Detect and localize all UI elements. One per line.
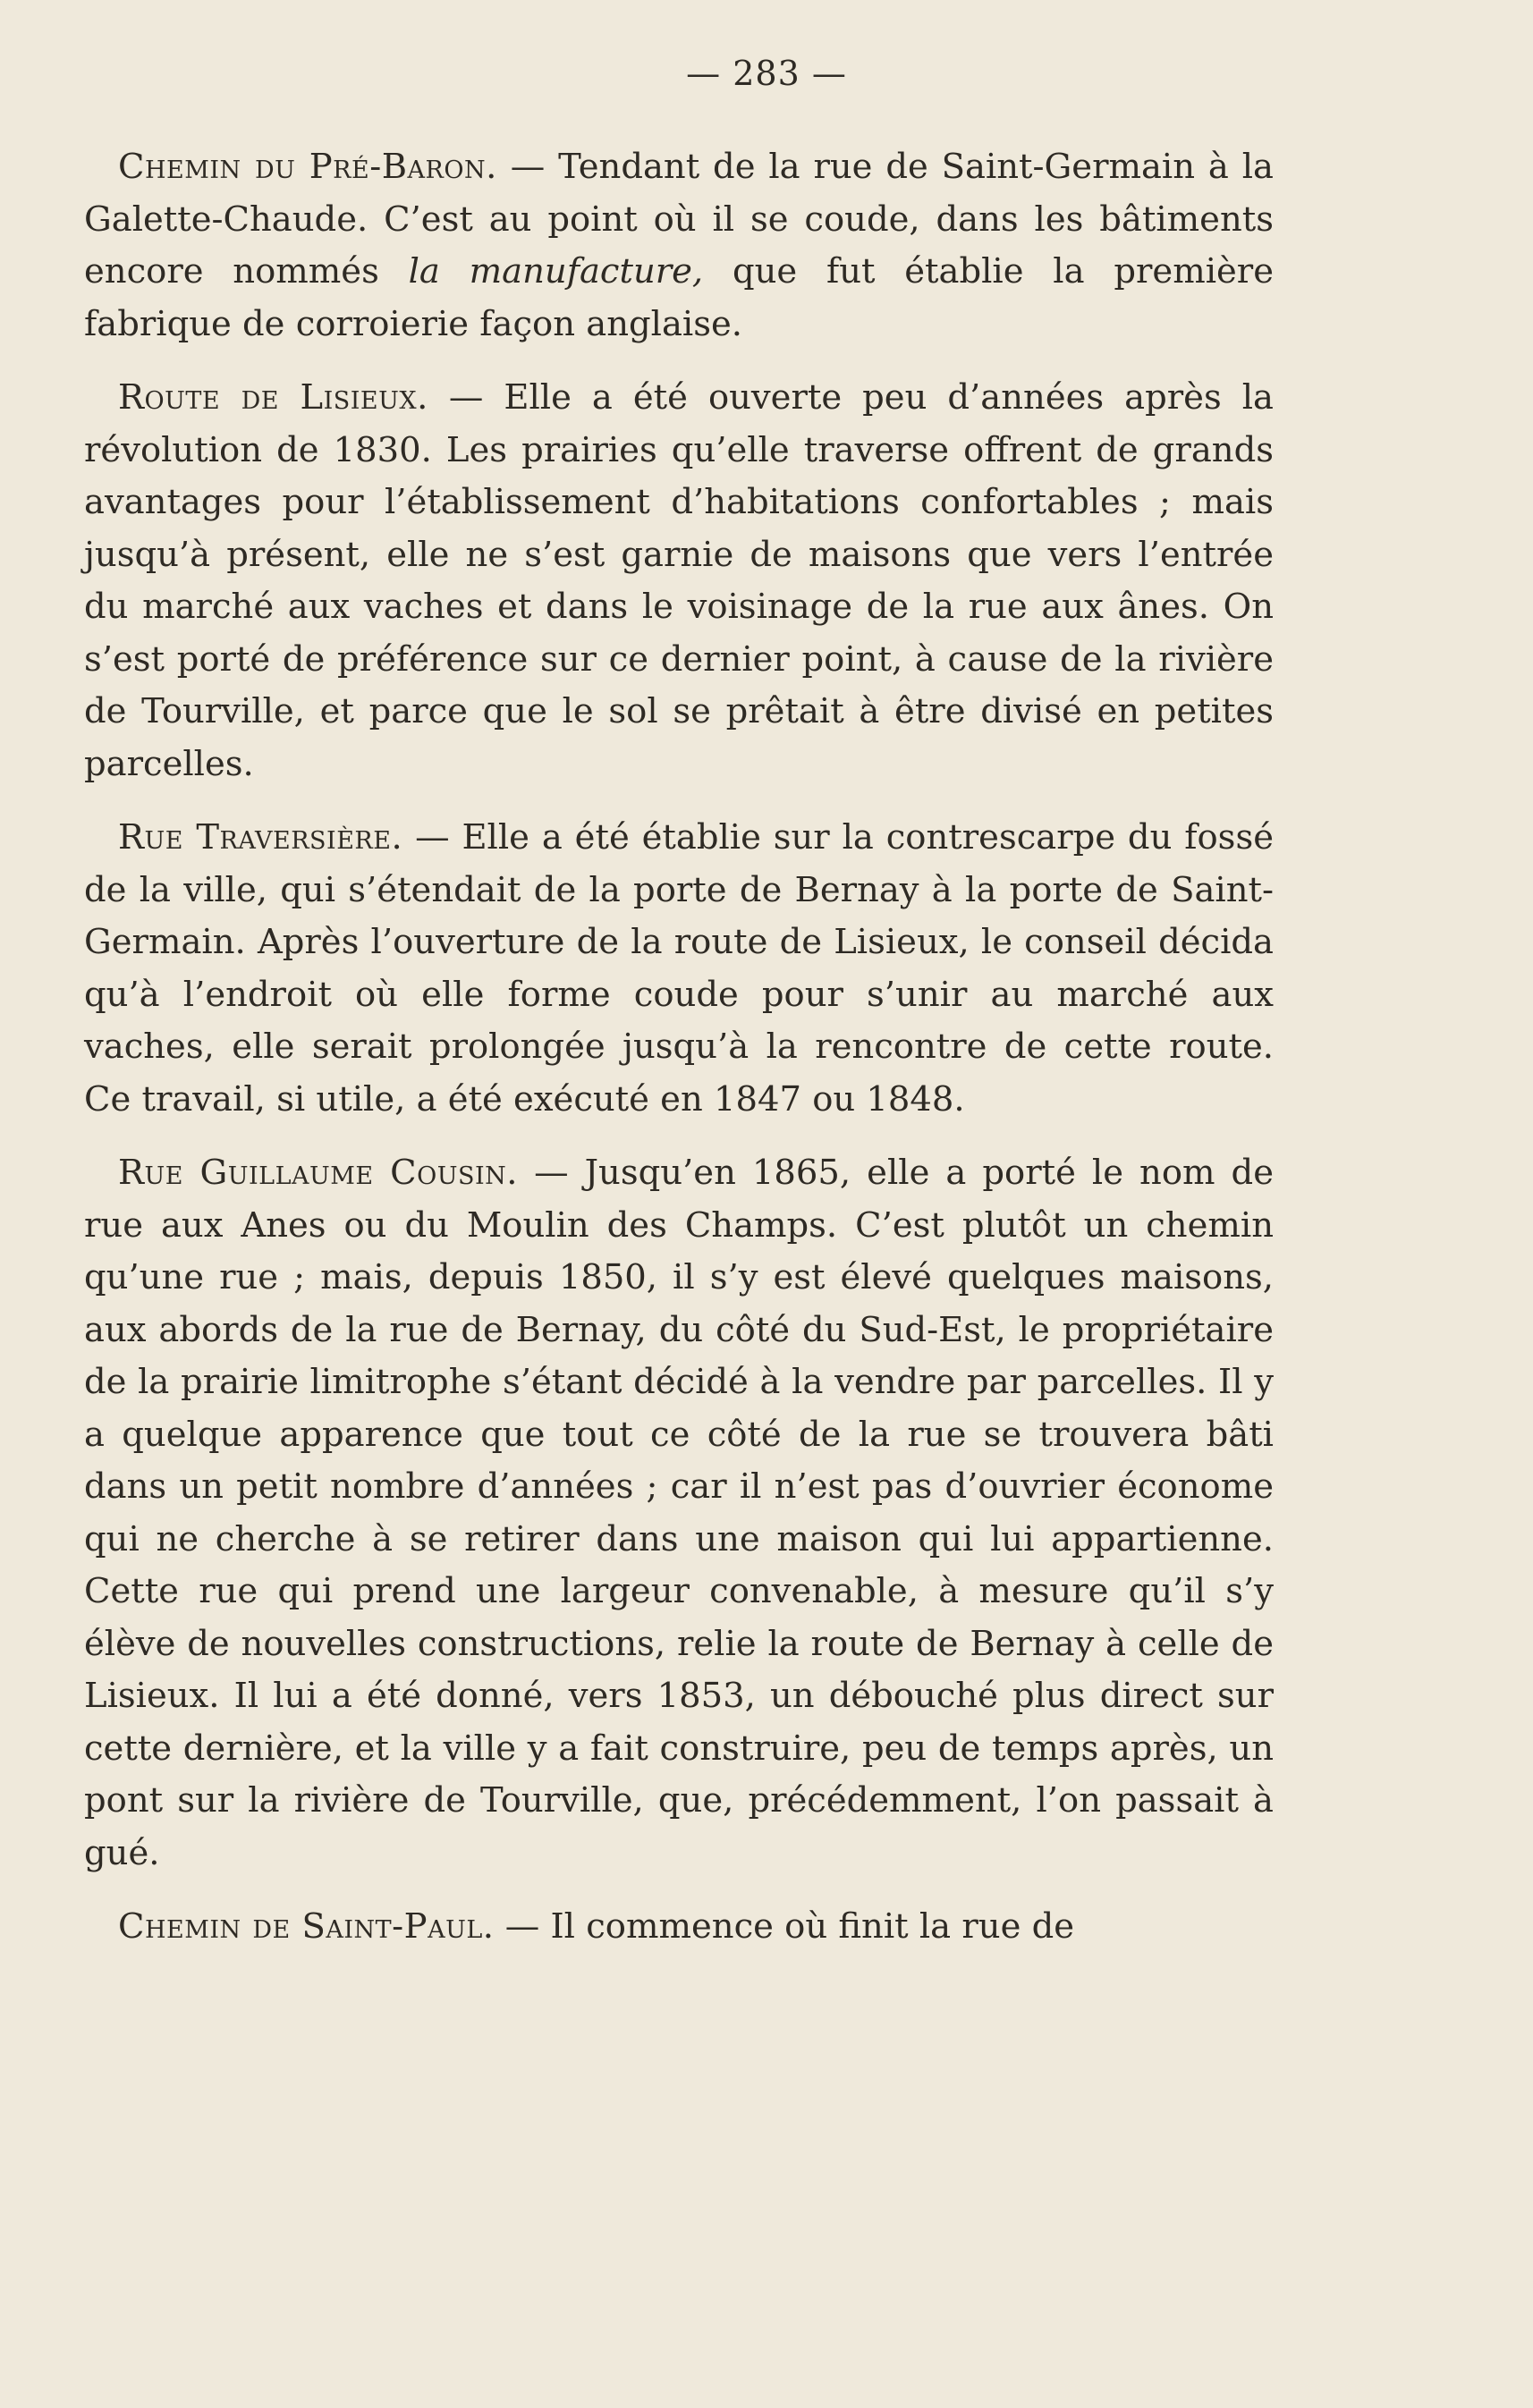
paragraph-chemin-du-pre-baron xyxy=(84,141,1274,351)
paragraph-heading: Chemin du Pré-Baron. xyxy=(118,147,497,187)
paragraph-heading: Rue Guillaume Cousin. xyxy=(118,1153,519,1193)
paragraph-text: — Jusqu’en 1865, elle a porté le nom de rue aux Anes ou du Moulin des Champs. C’est plutôt un chemin qu’une rue ; mais, depuis 1850, il s’y est élevé quelques maisons, aux abords de la rue de Bernay, du côté du Sud-Est, le propriétaire de la prairie limitrophe s’étant décidé à la vendre par parcelles. Il y a quelque apparence que tout ce côté de la rue se trouvera bâti dans un petit nombre d’années ; car il n’est pas d’ouvrier économe qui ne cherche à se retirer dans une maison qui lui appartienne. Cette rue qui prend une largeur convenable, à mesure qu’il s’y élève de nouvelles constructions, relie la route de Bernay à celle de Lisieux. Il lui a été donné, vers 1853, un débouché plus direct sur cette dernière, et la ville y a fait construire, peu de temps après, un pont sur la rivière de Tourville, que, précédemment, l’on passait à gué. xyxy=(84,1153,1274,1873)
paragraph-text: que fut établie la première fabrique de corroierie façon anglaise. xyxy=(84,251,1274,344)
page-body xyxy=(84,141,1274,1975)
page-number: — 283 — xyxy=(686,54,847,93)
paragraph-rue-guillaume-cousin xyxy=(84,1147,1274,1880)
paragraph-route-de-lisieux xyxy=(84,372,1274,790)
paragraph-text: — Il commence où finit la rue de xyxy=(494,1906,1075,1947)
paragraph-heading: Chemin de Saint-Paul. xyxy=(118,1906,495,1947)
paragraph-emphasis: la manufacture, xyxy=(408,251,704,291)
paragraph-chemin-de-saint-paul xyxy=(84,1901,1274,1954)
paragraph-text: — Tendant de la rue de Saint-Germain à la Galette-Chaude. C’est au point où il se coude, dans les bâtiments encore nommés xyxy=(84,147,1274,291)
paragraph-rue-traversiere xyxy=(84,812,1274,1126)
paragraph-heading: Route de Lisieux. xyxy=(118,377,428,418)
paragraph-heading: Rue Traversière. xyxy=(118,817,403,858)
paragraph-text: — Elle a été ouverte peu d’années après la révolution de 1830. Les prairies qu’elle traverse offrent de grands avantages pour l’établissement d’habitations confortables ; mais jusqu’à présent, elle ne s’est garnie de maisons que vers l’entrée du marché aux vaches et dans le voisinage de la rue aux ânes. On s’est porté de préférence sur ce dernier point, à cause de la rivière de Tourville, et parce que le sol se prêtait à être divisé en petites parcelles. xyxy=(84,377,1275,784)
paragraph-text: — Elle a été établie sur la contrescarpe du fossé de la ville, qui s’étendait de la porte de Bernay à la porte de Saint-Germain. Après l’ouverture de la route de Lisieux, le conseil décida qu’à l’endroit où elle forme coude pour s’unir au marché aux vaches, elle serait prolongée jusqu’à la rencontre de cette route. Ce travail, si utile, a été exécuté en 1847 ou 1848. xyxy=(84,817,1274,1120)
